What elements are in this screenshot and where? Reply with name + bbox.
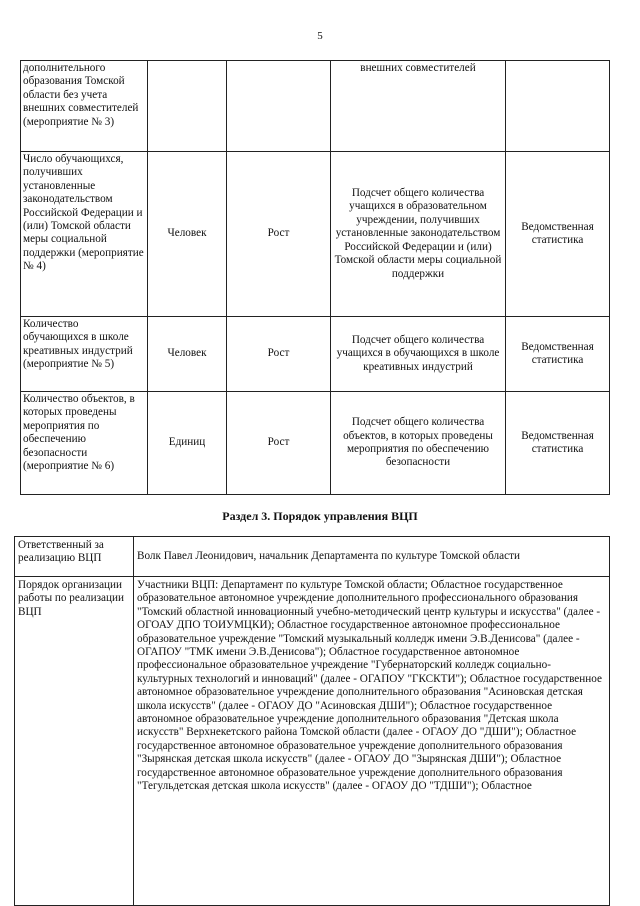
- table-row: [15, 577, 610, 906]
- indicator-cell: Количество объектов, в которых проведены мероприятия по обеспечению безопасности (мероприятие № 6): [21, 392, 148, 495]
- row-text: Волк Павел Леонидович, начальник Департамента по культуре Томской области: [134, 537, 610, 577]
- table-row: [21, 392, 610, 495]
- source-cell: [506, 61, 610, 152]
- page-number: 5: [317, 30, 323, 42]
- unit-cell: Человек: [148, 152, 227, 317]
- unit-cell: Единиц: [148, 392, 227, 495]
- row-label: Порядок организации работы по реализации ВЦП: [15, 577, 134, 906]
- source-cell: Ведомственная статистика: [506, 317, 610, 392]
- management-table: [14, 536, 610, 906]
- trend-cell: Рост: [227, 152, 331, 317]
- row-text-content: Участники ВЦП: Департамент по культуре Томской области; Областное государственное образовательное автономное учреждение дополнительного профессионального образования "Томский областной инновационный учебно-методический центр культуры и искусства" (далее - ОГОАУ ДПО ТОИУМЦКИ); Областное государственное автономное профессиональное образовательное учреждение "Томский музыкальный колледж имени Э.В.Денисова" (далее - ОГАПОУ "ТМК имени Э.В.Денисова"); Областное государственное автономное профессиональное образовательное учреждение "Губернаторский колледж социально-культурных технологий и инноваций" (далее - ОГАПОУ "ГКСКТИ"); Областное государственное автономное образовательное учреждение дополнительного образования "Асиновская детская школа искусств" (далее - ОГАОУ ДО "Асиновская ДШИ"); Областное государственное автономное образовательное учреждение дополнительного образования "Детская школа искусств" Верхнекетского района Томской области (далее - ОГАОУ ДО "ДШИ"); Областное государственное автономное образовательное учреждение дополнительного образования "Зырянская детская школа искусств" (далее - ОГАОУ ДО "Зырянская ДШИ"); Областное государственное автономное образовательное учреждение дополнительного образования "Тегульдетская детская школа искусств" (далее - ОГАОУ ДО "ТДШИ"); Областное: [137, 579, 602, 793]
- source-cell: Ведомственная статистика: [506, 152, 610, 317]
- unit-cell: Человек: [148, 317, 227, 392]
- method-cell: внешних совместителей: [331, 61, 506, 152]
- indicator-cell: Число обучающихся, получивших установленные законодательством Российской Федерации и (или) Томской области меры социальной поддержки (мероприятие № 4): [21, 152, 148, 317]
- table-row: [21, 61, 610, 152]
- table-row: [15, 537, 610, 577]
- section-title: Раздел 3. Порядок управления ВЦП: [222, 509, 418, 523]
- table-row: [21, 152, 610, 317]
- method-cell: Подсчет общего количества учащихся в обучающихся в школе креативных индустрий: [331, 317, 506, 392]
- trend-cell: Рост: [227, 392, 331, 495]
- unit-cell: [148, 61, 227, 152]
- row-text: [134, 577, 610, 906]
- table-row: [21, 317, 610, 392]
- method-cell: Подсчет общего количества учащихся в образовательном учреждении, получивших установленные законодательством Российской Федерации и (или) Томской области меры социальной поддержки: [331, 152, 506, 317]
- trend-cell: [227, 61, 331, 152]
- row-label: Ответственный за реализацию ВЦП: [15, 537, 134, 577]
- indicator-cell: Количество обучающихся в школе креативных индустрий (мероприятие № 5): [21, 317, 148, 392]
- trend-cell: Рост: [227, 317, 331, 392]
- indicator-cell: дополнительного образования Томской области без учета внешних совместителей (мероприятие № 3): [21, 61, 148, 152]
- method-cell: Подсчет общего количества объектов, в которых проведены мероприятия по обеспечению безопасности: [331, 392, 506, 495]
- source-cell: Ведомственная статистика: [506, 392, 610, 495]
- indicators-table: [20, 60, 610, 495]
